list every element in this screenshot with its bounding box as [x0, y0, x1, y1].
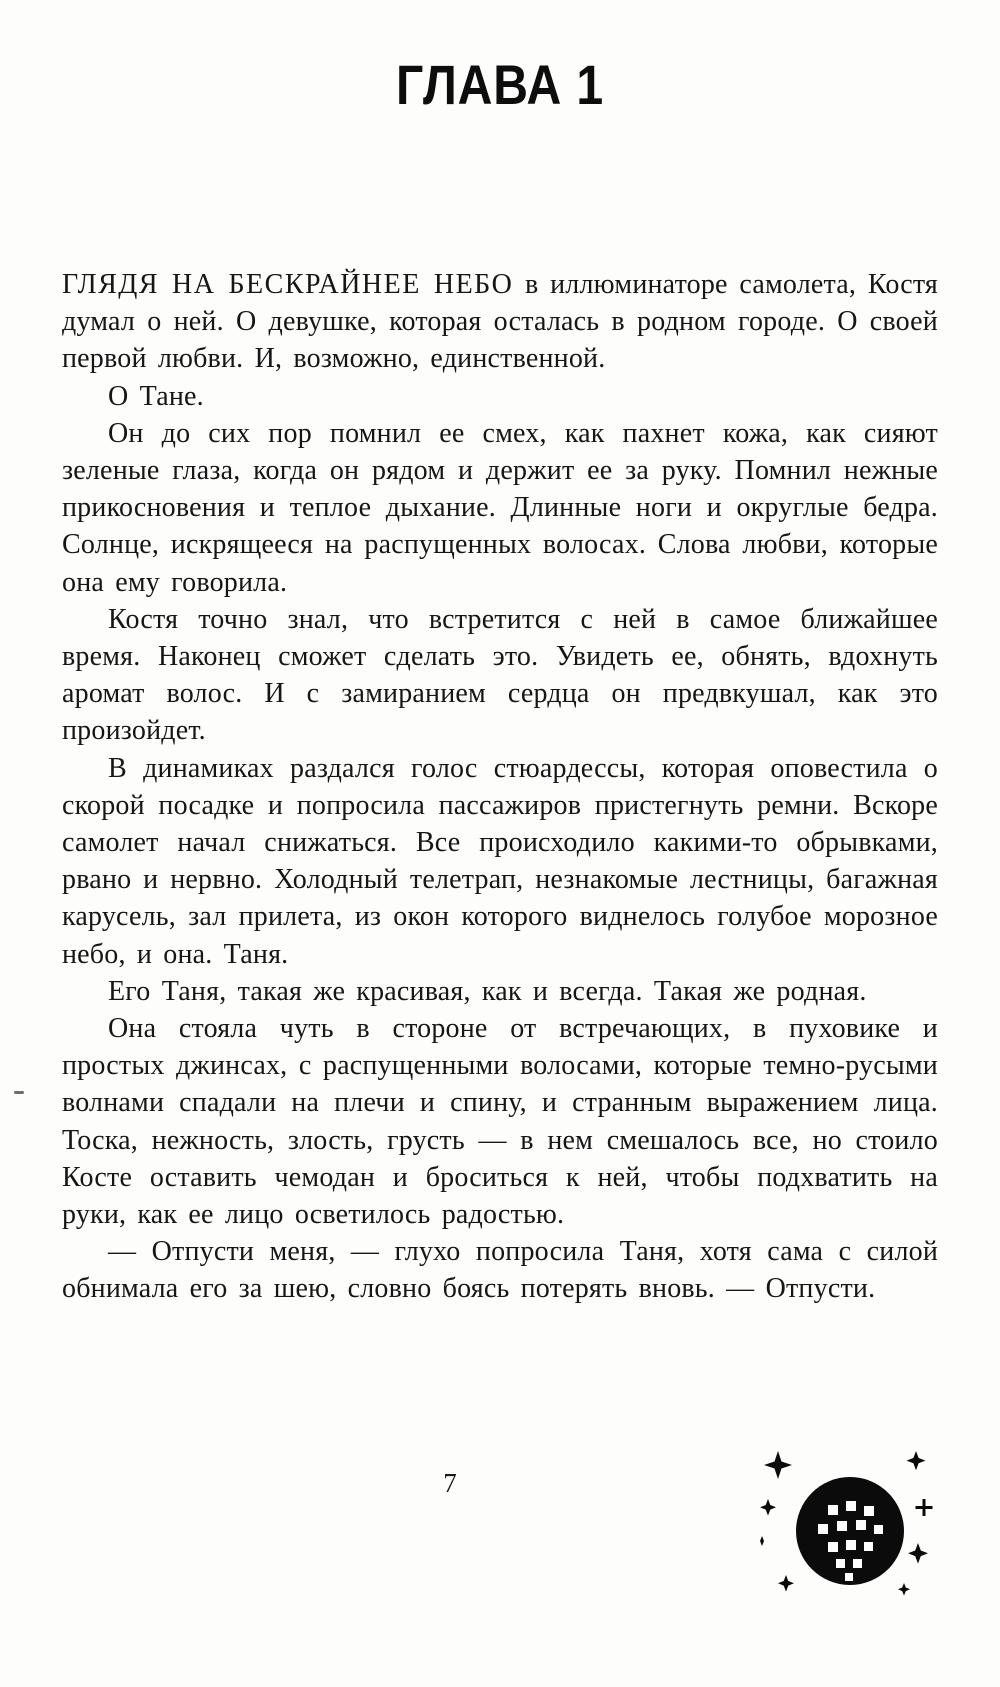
- paragraph: Его Таня, такая же красивая, как и всегда. Такая же родная.: [108, 975, 867, 1007]
- paragraph: В динамиках раздался голос стюардессы, которая оповестила о скорой посадке и попросила пассажиров пристегнуть ремни. Вскоре самолет начал снижаться. Все происходило какими-то обрывками, рвано и нервно. Холодный телетрап, незнакомые лестницы, багажная карусель, зал прилета, из окон которого виднелось голубое морозное небо, и она. Таня.: [62, 752, 938, 970]
- paragraph: Она стояла чуть в стороне от встречающих, в пуховике и простых джинсах, с распущенными волосами, которые темно-русыми волнами спадали на плечи и спину, и странным выражением лица. Тоска, нежность, злость, грусть — в нем смешалось все, но стоило Косте оставить чемодан и броситься к ней, чтобы подхватить на руки, как ее лицо осветилось радостью.: [62, 1013, 938, 1231]
- paragraph-text: в иллюминаторе самолета, Костя думал о ней. О девушке, которая осталась в родном городе. О своей первой любви. И, возможно, единственной.: [62, 269, 938, 375]
- paragraph: — Отпусти меня, — глухо попросила Таня, хотя сама с силой обнимала его за шею, словно боясь потерять вновь. — Отпусти.: [62, 1236, 938, 1305]
- body-text: [62, 266, 938, 1308]
- disco-ball-circle: [796, 1477, 904, 1585]
- page-number: 7: [443, 1468, 457, 1498]
- paragraph-lead-caps: ГЛЯДЯ НА БЕСКРАЙНЕЕ НЕБО: [62, 269, 514, 300]
- disco-ball-sparkles-icon: [748, 1448, 938, 1610]
- scan-artifact-mark: [14, 1091, 24, 1094]
- paragraph: [62, 266, 938, 378]
- paragraph: Костя точно знал, что встретится с ней в самое ближайшее время. Наконец сможет сделать это. Увидеть ее, обнять, вдохнуть аромат волос. И с замиранием сердца он предвкушал, как это произойдет.: [62, 603, 938, 747]
- chapter-title: ГЛАВА 1: [395, 53, 605, 116]
- paragraph: О Тане.: [108, 380, 204, 412]
- paragraph: Он до сих пор помнил ее смех, как пахнет кожа, как сияют зеленые глаза, когда он рядом и держит ее за руку. Помнил нежные прикосновения и теплое дыхание. Длинные ноги и округлые бедра. Солнце, искрящееся на распущенных волосах. Слова любви, которые она ему говорила.: [62, 417, 938, 598]
